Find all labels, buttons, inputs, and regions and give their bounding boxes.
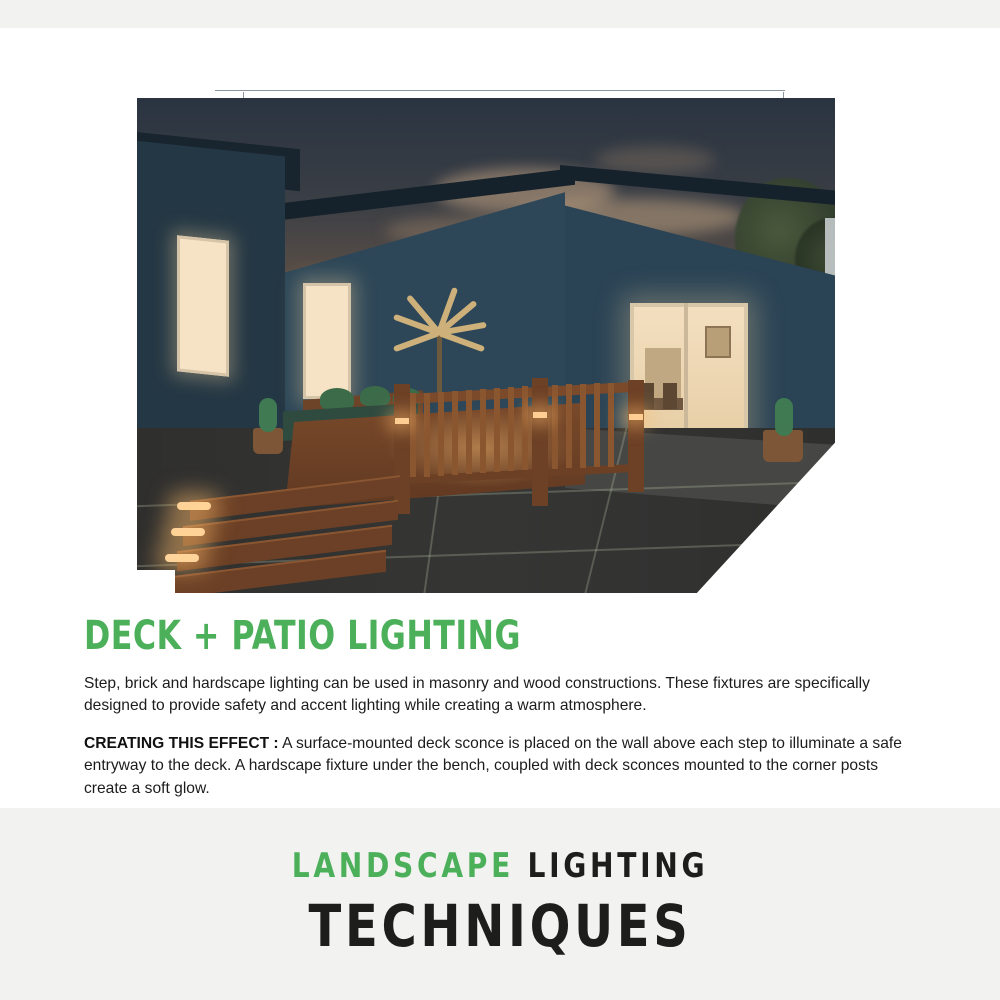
palm-frond <box>393 330 440 352</box>
baluster <box>508 387 514 471</box>
effect-text: A surface-mounted deck sconce is placed on the wall above each step to illuminate a safe entryway to the deck. A hardscape fixture under the bench, coupled with deck sconces mounted to the corner posts create a soft glow. <box>84 735 902 797</box>
content-card <box>0 28 1000 808</box>
deck-sconce-light <box>629 414 643 420</box>
page-title: DECK + PATIO LIGHTING <box>84 613 521 659</box>
scene-cutout-right <box>835 220 865 410</box>
baluster <box>594 383 600 467</box>
scene-cutout-bottom-left <box>135 570 175 595</box>
scene-canvas <box>135 98 835 593</box>
deck-sconce-light <box>533 412 547 418</box>
railing-bottom-rail <box>400 464 640 485</box>
baluster <box>552 385 558 469</box>
effect-label: CREATING THIS EFFECT : <box>84 735 279 753</box>
baluster <box>452 391 458 475</box>
baluster <box>438 392 444 476</box>
effect-paragraph <box>84 733 916 799</box>
illustration-deck-patio-night-rendering <box>135 70 865 590</box>
baluster <box>466 390 472 474</box>
baluster <box>580 384 586 468</box>
step-sconce-light <box>171 528 205 536</box>
scene-edge <box>135 98 137 593</box>
footer-word-lighting: LIGHTING <box>527 846 709 886</box>
palm-plant <box>397 278 487 388</box>
shrub <box>360 386 390 406</box>
corner-post <box>628 380 644 492</box>
interior-chair <box>663 383 677 409</box>
baluster <box>494 388 500 472</box>
baluster <box>566 384 572 468</box>
footer <box>0 808 1000 1000</box>
baluster <box>522 386 528 470</box>
baluster <box>480 389 486 473</box>
cactus-plant <box>259 398 277 432</box>
door-mullion <box>684 303 688 443</box>
window <box>177 235 229 376</box>
text-block <box>84 613 916 800</box>
corner-post <box>532 378 548 506</box>
footer-word-landscape: LANDSCAPE <box>291 846 515 886</box>
interior-picture-frame <box>705 326 731 358</box>
baluster <box>608 383 614 467</box>
window <box>303 283 351 399</box>
deck-railing <box>400 378 640 538</box>
deck-sconce-light <box>395 418 409 424</box>
footer-title-line2: TECHNIQUES <box>308 892 692 960</box>
baluster <box>410 393 416 477</box>
cloud <box>595 146 715 174</box>
step-sconce-light <box>165 554 199 562</box>
tech-guide-line-top <box>215 90 785 91</box>
shrub <box>320 388 354 410</box>
cactus-plant <box>775 398 793 436</box>
palm-frond <box>438 330 485 352</box>
railing-top-rail <box>400 382 640 405</box>
footer-title-line1 <box>40 846 960 886</box>
intro-paragraph: Step, brick and hardscape lighting can be used in masonry and wood constructions. These fixtures are specifically designed to provide safety and accent lighting while creating a warm atmosphere. <box>84 675 870 715</box>
baluster <box>424 393 430 477</box>
step-sconce-light <box>177 502 211 510</box>
